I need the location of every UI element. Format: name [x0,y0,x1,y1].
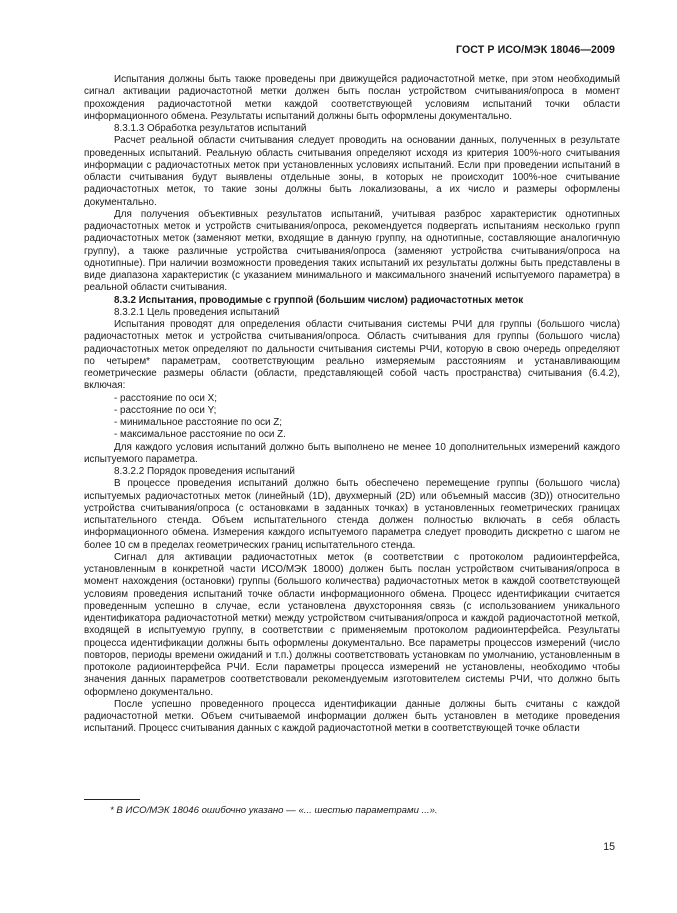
section-heading: 8.3.2 Испытания, проводимые с группой (большим числом) радиочастотных меток [114,294,524,306]
subsection-heading: 8.3.1.3 Обработка результатов испытаний [114,123,307,134]
paragraph: Для получения объективных результатов испытаний, учитывая разброс характеристик однотипных радиочастотных меток и устройств считывания/опроса, рекомендуется подвергать испытаниям несколько групп радиочастотных меток (заменяют метки, входящие в данную группу, на однотипные, составляющие аналогичную группу), а также различные устройства считывания/опроса (заменяют устройства считывания/опроса на однотипные). При наличии возможности проведения таких испытаний их результаты должны быть представлены в виде диапазона характеристик (с указанием минимального и максимального значений испытуемого параметра) в реальной области считывания. [84,208,620,294]
list-item: - расстояние по оси Y; [114,404,217,416]
body-text [84,74,620,736]
subsection-heading: 8.3.2.2 Порядок проведения испытаний [114,466,295,477]
document-header: ГОСТ Р ИСО/МЭК 18046—2009 [456,44,615,56]
paragraph: Расчет реальной области считывания следует проводить на основании данных, полученных в результате проведенных испытаний. Реальную область считывания определяют исходя из критерия 100%-ного считывания информации с радиочастотных меток при установленных условиях испытаний. Если при проведении испытаний в области считывания будут выявлены отдельные зоны, в которых не происходит 100%-ное считывание радиочастотных меток, то такие зоны должны быть локализованы, а их число и размеры оформлены документально. [84,135,620,208]
footnote: * В ИСО/МЭК 18046 ошибочно указано — «... шестью параметрами ...». [110,805,438,816]
list-item: - максимальное расстояние по оси Z. [114,429,286,441]
paragraph: Испытания должны быть также проведены при движущейся радиочастотной метке, при этом необходимый сигнал активации радиочастотной метки должен быть послан устройством считывания/опроса в момент прохождения радиочастотной метки каждой соответствующей условиям испытаний точки области информационного обмена. Результаты испытаний должны быть оформлены документально. [84,74,620,122]
paragraph: Для каждого условия испытаний должно быть выполнено не менее 10 дополнительных измерений каждого испытуемого параметра. [84,441,620,465]
subsection-heading: 8.3.2.1 Цель проведения испытаний [114,306,280,318]
footnote-divider [84,799,140,800]
list-item: - расстояние по оси X; [114,392,217,404]
paragraph: В процессе проведения испытаний должно быть обеспечено перемещение группы (большого числа) испытуемых радиочастотных меток (линейный (1D), двухмерный (2D) или объемный массив (3D)) относительно устройства считывания/опроса (с остановками в заданных точках) в установленных геометрических границах испытательного стенда. Объем испытательного стенда должен полностью включать в себя область информационного обмена. Измерения каждого испытуемого параметра следует проводить дискретно с шагом не более 10 см в пределах геометрических границ испытательного стенда. [84,478,620,551]
paragraph: Сигнал для активации радиочастотных меток (в соответствии с протоколом радиоинтерфейса, установленным в конкретной части ИСО/МЭК 18000) должен быть послан устройством считывания/опроса в момент нахождения (остановки) группы (большого количества) радиочастотных меток в каждой соответствующей условиям проведения испытаний точке области информационного обмена. Процесс идентификации считается проведенным успешно в случае, если установлена двухсторонняя связь (с использованием уникального идентификатора радиочастотной метки) между устройством считывания/опроса и каждой радиочастотной меткой, входящей в испытуемую группу, в соответствии с применяемым протоколом радиоинтерфейса. Результаты процесса идентификации должны быть оформлены документально. Все параметры процессов измерений (число повторов, периоды времени ожиданий и т.п.) должны соответствовать установкам по умолчанию, установленным в протоколе радиоинтерфейса РЧИ. Если параметры процесса измерений не установлены, необходимо чтобы значения данных параметров соответствовали рекомендуемым изготовителем системы РЧИ, что должно быть оформлено документально. [84,551,620,698]
paragraph: После успешно проведенного процесса идентификации данные должны быть считаны с каждой радиочастотной метки. Объем считываемой информации должен быть установлен в методике проведения испытаний. Процесс считывания данных с каждой радиочастотной метки в соответствующей точке области [84,698,620,735]
list-item: - минимальное расстояние по оси Z; [114,417,283,428]
page-number: 15 [603,841,615,853]
paragraph: Испытания проводят для определения области считывания системы РЧИ для группы (большого числа) радиочастотных меток и устройства считывания/опроса. Область считывания для группы (большого числа) радиочастотных меток определяют по дальности считывания системы РЧИ, которую в свою очередь определяют по четырем* параметрам, соответствующим реально измеряемым расстояниям и устанавливающим геометрические размеры области (области, представляющей собой часть пространства) считывания (6.4.2), включая: [84,319,620,392]
